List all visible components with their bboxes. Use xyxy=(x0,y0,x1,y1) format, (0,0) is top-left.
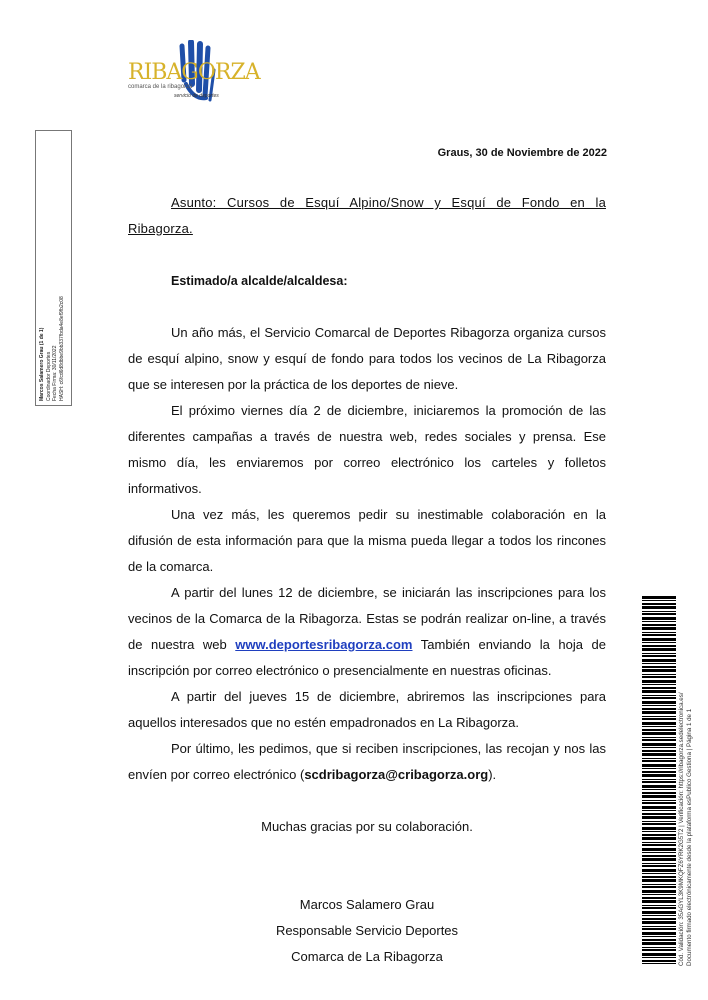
letter-greeting: Estimado/a alcalde/alcaldesa: xyxy=(171,274,348,288)
stamp-line: Fecha Firma: 30/11/2022 xyxy=(52,345,58,401)
stamp-line: HASH: c6fcd6d8dbbe9bb337fbda4e8ef9fb2c08 xyxy=(58,296,65,401)
paragraph-4-text-end: También enviando la hoja de inscripción por correo electrónico o presencialmente en nuestras oficinas. xyxy=(128,637,606,678)
paragraph-2: El próximo viernes día 2 de diciembre, iniciaremos la promoción de las diferentes campañas a través de nuestra web, redes sociales y prensa. Ese mismo día, les enviaremos por correo electrónico los carteles y folletos informativos. xyxy=(128,403,606,496)
signature-stamp-box xyxy=(35,130,72,406)
paragraph-1: Un año más, el Servicio Comarcal de Deportes Ribagorza organiza cursos de esquí alpino, snow y esquí de fondo para todos los vecinos de La Ribagorza que se interesen por la práctica de los deportes de nieve. xyxy=(128,325,606,392)
paragraph-3: Una vez más, les queremos pedir su inestimable colaboración en la difusión de esta información para que la misma pueda llegar a todos los rincones de la comarca. xyxy=(128,507,606,574)
verification-line: Documento firmado electrónicamente desde la plataforma esPublico Gestiona | Página 1 de 1 xyxy=(686,708,693,966)
verification-line: Cód. Validación: 35AGYL3K9MKQFZ6YRK2G5T2 | Verificación: https://ribagorza.sedelectronica.es/ xyxy=(678,692,685,966)
stamp-line: Coordinador Deportes xyxy=(45,351,52,401)
paragraph-6-text-end: ). xyxy=(488,767,497,782)
paragraph-6 xyxy=(128,736,606,788)
paragraph-5: A partir del jueves 15 de diciembre, abriremos las inscripciones para aquellos interesados que no estén empadronados en La Ribagorza. xyxy=(128,689,606,730)
logo-wordmark: RIBAGORZA xyxy=(128,60,260,85)
logo-tagline: servicio de deportes xyxy=(174,93,219,99)
letter-body xyxy=(128,190,606,970)
paragraph-6-text: Por último, les pedimos, que si reciben inscripciones, las recojan y nos las envíen por correo electrónico ( xyxy=(128,741,606,782)
verification-text xyxy=(678,626,694,966)
contact-email: scdribagorza@cribagorza.org xyxy=(304,767,489,782)
signature-stamp-text xyxy=(39,133,65,401)
letter-date: Graus, 30 de Noviembre de 2022 xyxy=(437,147,607,159)
letter-subject: Asunto: Cursos de Esquí Alpino/Snow y Esquí de Fondo en la Ribagorza. xyxy=(128,195,606,236)
validation-barcode xyxy=(642,596,676,964)
closing-thanks: Muchas gracias por su colaboración. xyxy=(261,819,473,834)
paragraph-4 xyxy=(128,580,606,684)
paragraph-4-text: A partir del lunes 12 de diciembre, se iniciarán las inscripciones para los vecinos de la Comarca de la Ribagorza. Estas se podrán realizar on-line, a través de nuestra web xyxy=(128,585,606,652)
signatory-role: Responsable Servicio Deportes xyxy=(275,923,459,938)
website-link[interactable]: www.deportesribagorza.com xyxy=(235,637,413,652)
stamp-line: Marcos Salamero Grau (1 de 1) xyxy=(39,327,45,401)
logo-subtitle: comarca de la ribagorza xyxy=(128,84,193,90)
signatory-org: Comarca de La Ribagorza xyxy=(291,949,443,964)
signatory-name: Marcos Salamero Grau xyxy=(299,897,435,912)
ribagorza-logo xyxy=(126,40,260,110)
